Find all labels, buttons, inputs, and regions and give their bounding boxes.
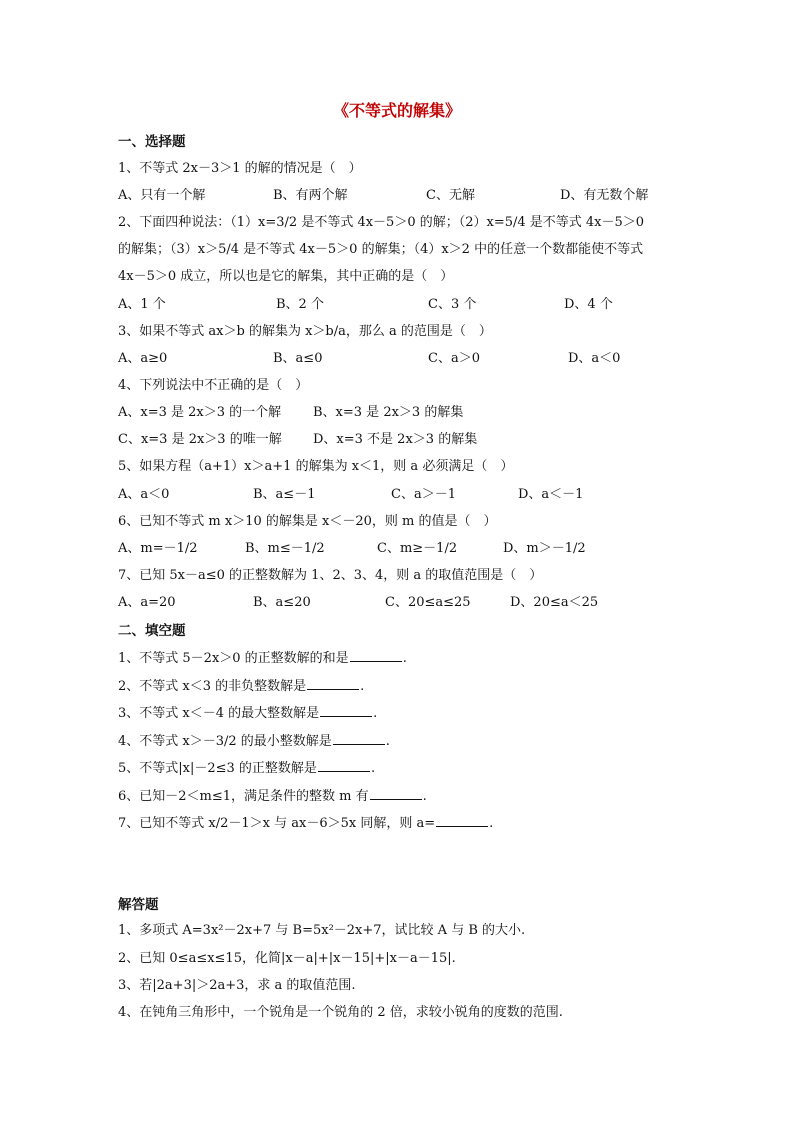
question-5-stem: 5、如果方程（a+1）x＞a+1 的解集为 x＜1，则 a 必须满足（ ） xyxy=(118,459,514,474)
page-title: 《不等式的解集》 xyxy=(332,101,461,120)
option-d: D、20≤a＜25 xyxy=(510,595,599,610)
option-d: D、a＜0 xyxy=(568,351,621,366)
option-c: C、m≥－1/2 xyxy=(377,541,458,556)
fill-item-7: 7、已知不等式 x/2－1＞x 与 ax－6＞5x 同解，则 a= . xyxy=(118,816,494,831)
solve-item-4: 4、在钝角三角形中，一个锐角是一个锐角的 2 倍，求较小锐角的度数的范围. xyxy=(118,1005,563,1020)
option-a: A、只有一个解 xyxy=(118,188,206,203)
option-b: B、a≤－1 xyxy=(253,487,316,502)
section-heading-choice: 一、选择题 xyxy=(118,134,186,150)
question-7-stem: 7、已知 5x－a≤0 的正整数解为 1、2、3、4，则 a 的取值范围是（ ） xyxy=(118,568,543,583)
option-d: D、x=3 不是 2x＞3 的解集 xyxy=(313,432,478,447)
solve-item-1: 1、多项式 A=3x²－2x+7 与 B=5x²－2x+7，试比较 A 与 B 的大小. xyxy=(118,923,526,938)
question-3-stem: 3、如果不等式 ax＞b 的解集为 x＞b/a，那么 a 的范围是（ ） xyxy=(118,324,492,339)
option-b: B、2 个 xyxy=(276,297,324,312)
option-a: A、a=20 xyxy=(118,595,176,610)
option-c: C、a＞0 xyxy=(428,351,480,366)
fill-item-3: 3、不等式 x＜－4 的最大整数解是 . xyxy=(118,706,378,721)
solve-item-3: 3、若|2a+3|＞2a+3，求 a 的取值范围. xyxy=(118,978,356,993)
section-heading-solve: 解答题 xyxy=(118,897,159,913)
fill-item-5: 5、不等式|x|－2≤3 的正整数解是 . xyxy=(118,761,376,776)
option-b: B、a≤20 xyxy=(253,595,311,610)
option-c: C、x=3 是 2x＞3 的唯一解 xyxy=(118,432,282,447)
answer-blank[interactable] xyxy=(333,732,385,745)
option-a: A、m=－1/2 xyxy=(118,541,198,556)
fill-item-6: 6、已知－2＜m≤1，满足条件的整数 m 有 . xyxy=(118,789,427,804)
question-2-stem-line-3: 4x－5＞0 成立，所以也是它的解集，其中正确的是（ ） xyxy=(118,269,454,284)
solve-item-2: 2、已知 0≤a≤x≤15，化简|x－a|+|x－15|+|x－a－15|. xyxy=(118,951,456,966)
answer-blank[interactable] xyxy=(350,649,402,662)
option-d: D、有无数个解 xyxy=(560,188,649,203)
option-a: A、1 个 xyxy=(118,297,166,312)
option-b: B、x=3 是 2x＞3 的解集 xyxy=(313,405,464,420)
section-heading-fill-in: 二、填空题 xyxy=(118,623,186,639)
option-d: D、4 个 xyxy=(564,297,613,312)
option-b: B、a≤0 xyxy=(273,351,323,366)
fill-item-1: 1、不等式 5－2x＞0 的正整数解的和是 . xyxy=(118,651,407,666)
answer-blank[interactable] xyxy=(318,759,370,772)
question-4-stem: 4、下列说法中不正确的是（ ） xyxy=(118,378,309,393)
fill-item-4: 4、不等式 x＞－3/2 的最小整数解是 . xyxy=(118,734,390,749)
option-d: D、a＜－1 xyxy=(518,487,584,502)
option-d: D、m＞－1/2 xyxy=(503,541,586,556)
option-b: B、m≤－1/2 xyxy=(245,541,325,556)
option-b: B、有两个解 xyxy=(273,188,348,203)
option-c: C、20≤a≤25 xyxy=(385,595,471,610)
answer-blank[interactable] xyxy=(370,787,422,800)
option-c: C、3 个 xyxy=(428,297,477,312)
question-2-stem-line-2: 的解集；（3）x＞5/4 是不等式 4x－5＞0 的解集；（4）x＞2 中的任意一个数都能使不等式 xyxy=(118,242,644,257)
answer-blank[interactable] xyxy=(436,814,488,827)
fill-item-2: 2、不等式 x＜3 的非负整数解是 . xyxy=(118,679,365,694)
option-a: A、a＜0 xyxy=(118,487,170,502)
option-a: A、x=3 是 2x＞3 的一个解 xyxy=(118,405,282,420)
option-a: A、a≥0 xyxy=(118,351,168,366)
answer-blank[interactable] xyxy=(307,677,359,690)
question-1-stem: 1、不等式 2x－3＞1 的解的情况是（ ） xyxy=(118,161,362,176)
option-c: C、a＞－1 xyxy=(391,487,456,502)
question-6-stem: 6、已知不等式 m x＞10 的解集是 x＜－20，则 m 的值是（ ） xyxy=(118,514,497,529)
answer-blank[interactable] xyxy=(320,704,372,717)
question-2-stem-line-1: 2、下面四种说法：（1）x=3/2 是不等式 4x－5＞0 的解；（2）x=5/4 是不等式 4x－5＞0 xyxy=(118,215,645,230)
option-c: C、无解 xyxy=(426,188,475,203)
